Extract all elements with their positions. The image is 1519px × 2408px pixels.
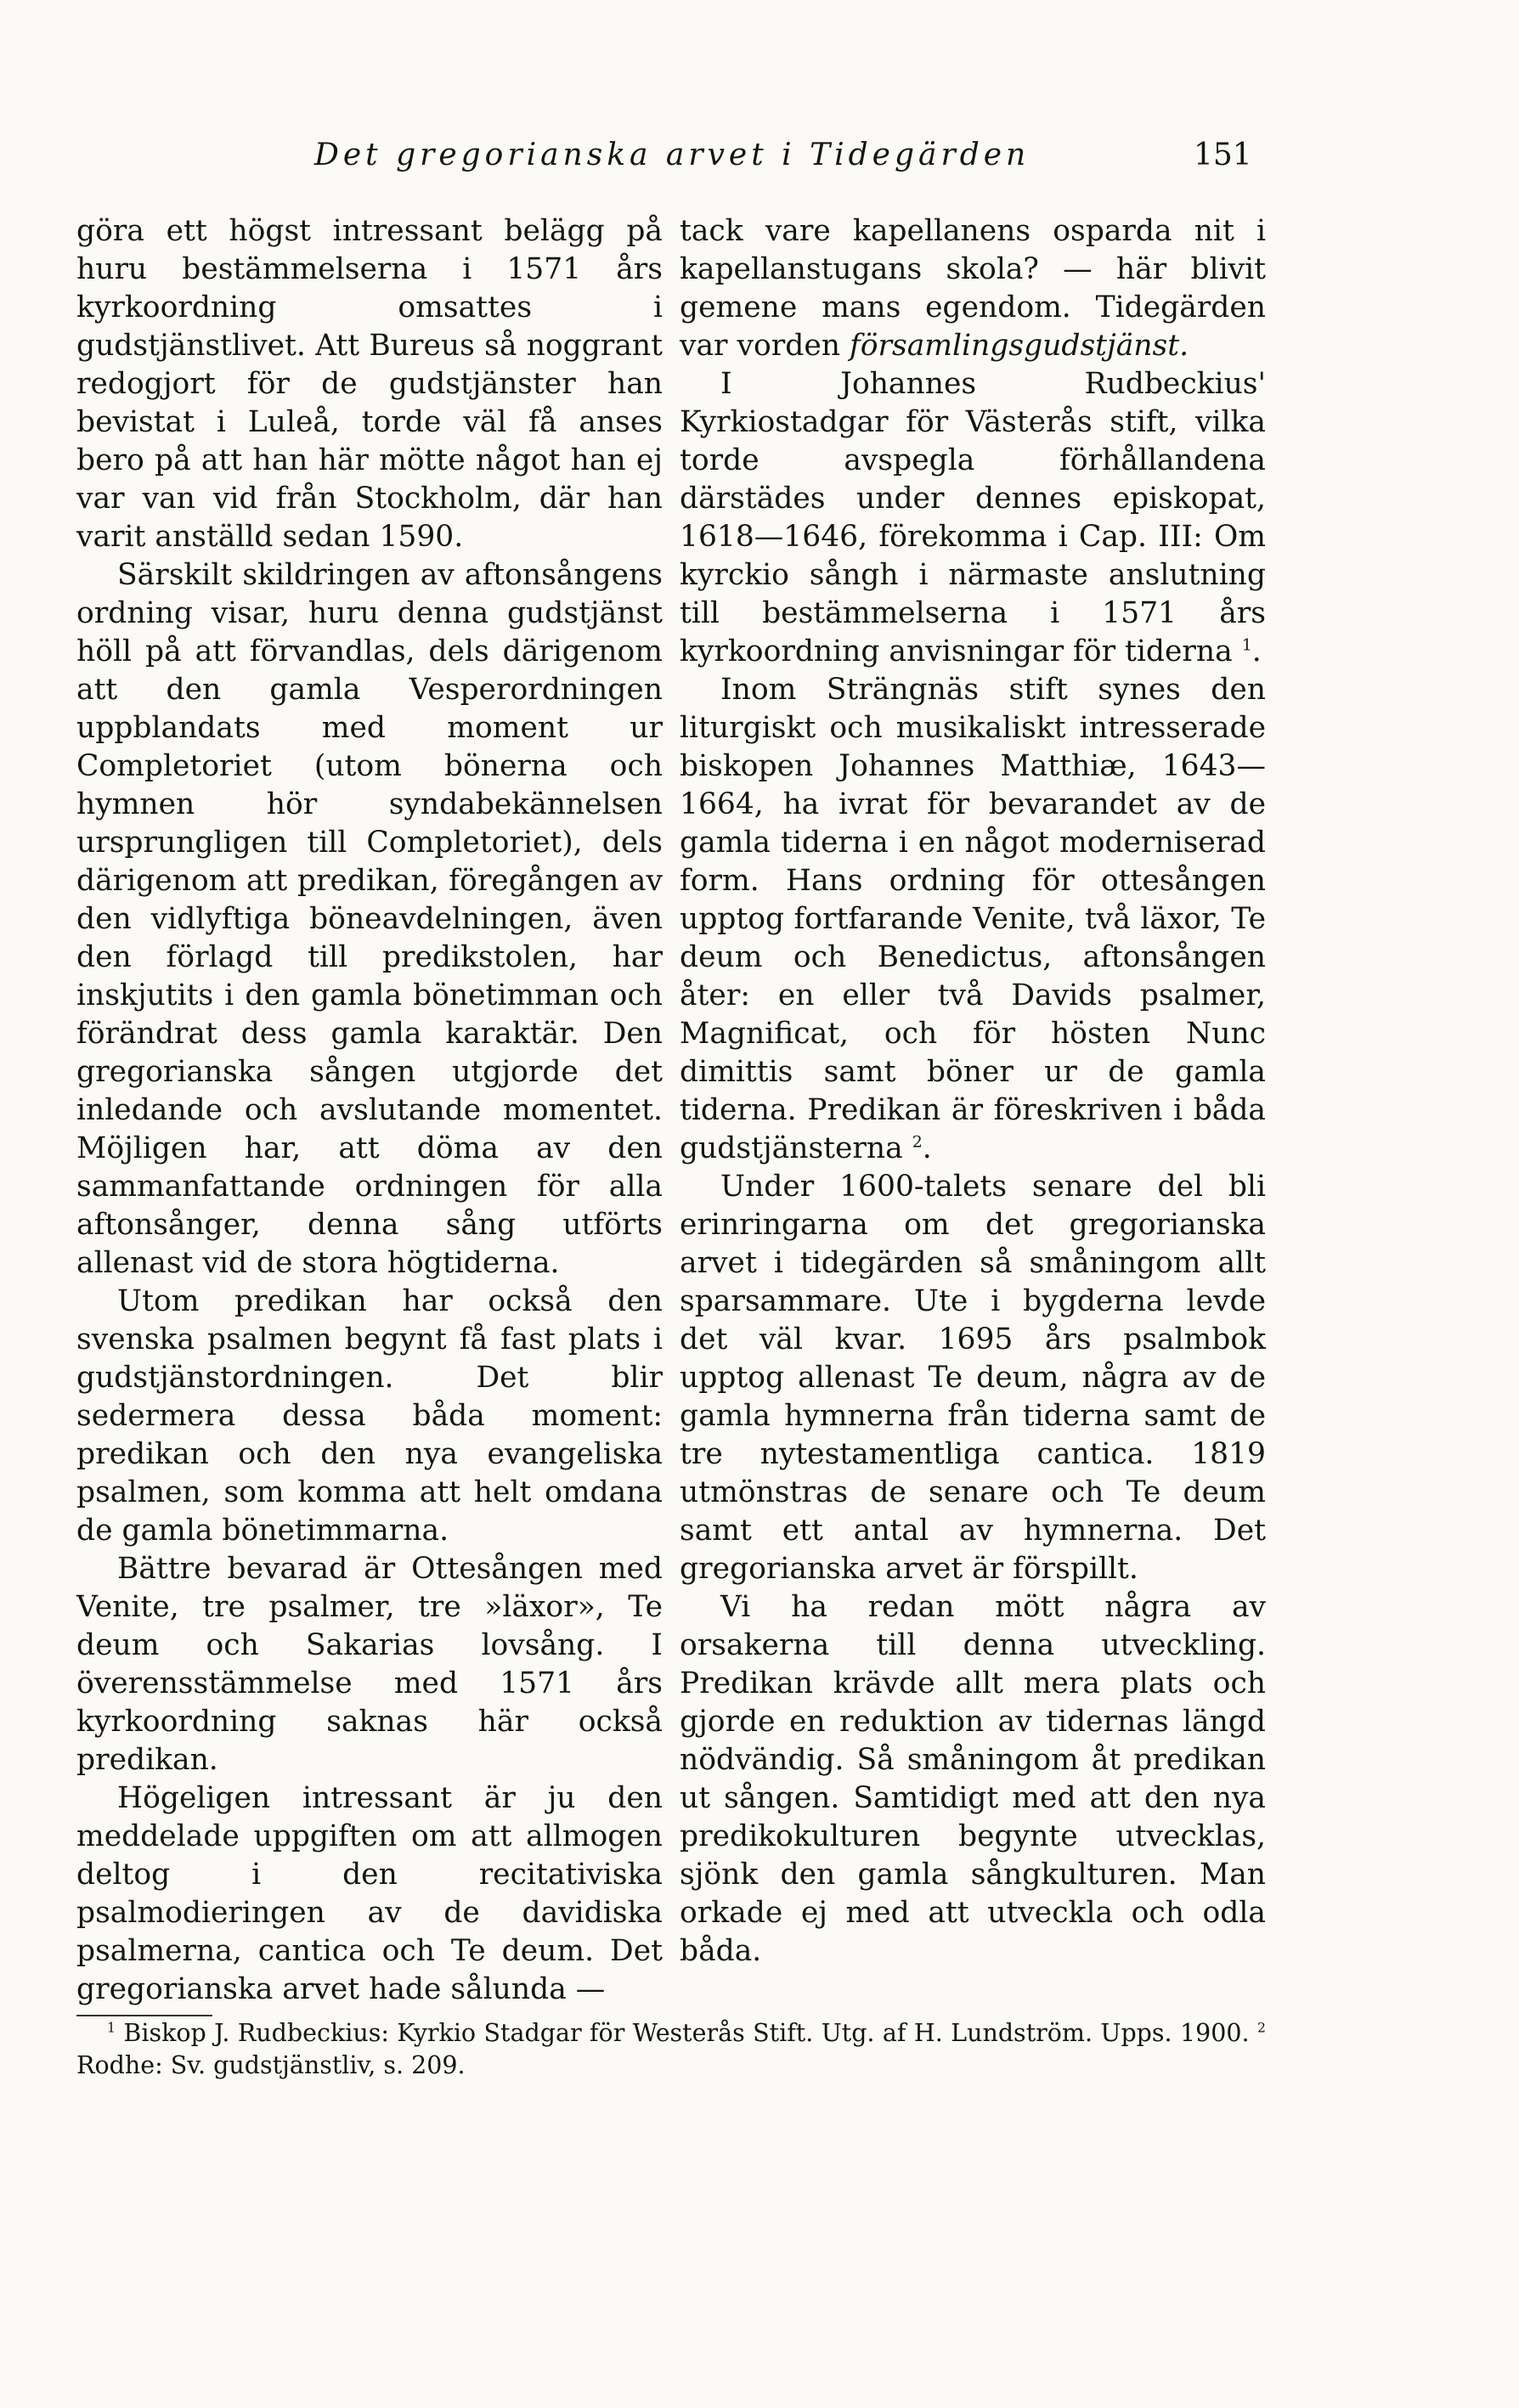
paragraph: Vi ha redan mött några av orsakerna till denna utveckling. Predikan krävde allt mera plats och gjorde en reduktion av tidernas längd nödvändig. Så småningom åt predikan ut sången. Samtidigt med att den nya predikokulturen begynte utvecklas, sjönk den gamla sångkulturen. Man orkade ej med att utveckla och odla båda. xyxy=(680,1590,1266,1968)
footnote-mark: 2 xyxy=(1257,2019,1267,2036)
paragraph: Utom predikan har också den svenska psalmen begynt få fast plats i gudstjänstordningen. Det blir sedermera dessa båda moment: predikan och den nya evangeliska psalmen, som komma att helt omdana de gamla bönetimmarna. xyxy=(76,1284,663,1548)
paragraph: göra ett högst intressant belägg på huru bestämmelserna i 1571 års kyrkoordning omsattes i gudstjänstlivet. Att Bureus så noggrant redogjort för de gudstjänster han bevistat i Luleå, torde väl få anses bero på att han här mötte något han ej var van vid från Stockholm, där han varit anställd sedan 1590. xyxy=(76,214,663,554)
right-column xyxy=(680,212,1266,1971)
page-number: 151 xyxy=(1194,138,1252,172)
emphasis-text: församlingsgudstjänst. xyxy=(849,329,1189,363)
footnotes xyxy=(76,2017,1266,2082)
footnote-text: Rodhe: Sv. gudstjänstliv, s. 209. xyxy=(76,2051,466,2079)
paragraph: Inom Strängnäs stift synes den liturgiskt och musikaliskt intresserade biskopen Johannes Matthiæ, 1643—1664, ha ivrat för bevarandet av de gamla tiderna i en något moderniserad form. Hans ordning för ottesången upptog fortfarande Venite, två läxor, Te deum och Benedictus, aftonsången åter: en eller två Davids psalmer, Magnificat, och för hösten Nunc dimittis samt böner ur de gamla tiderna. Predikan är föreskriven i båda gudstjänsterna $^2$. xyxy=(680,673,1266,1165)
left-column xyxy=(76,212,663,2009)
footnote-ref: 2 xyxy=(912,1132,923,1152)
paragraph: Högeligen intressant är ju den meddelade uppgiften om att allmogen deltog i den recitativiska psalmodieringen av de davidiska psalmerna, cantica och Te deum. Det gregorianska arvet hade sålunda — xyxy=(76,1781,663,2006)
footnote xyxy=(76,2017,1266,2082)
paragraph-text: I Johannes Rudbeckius' Kyrkiostadgar för Västerås stift, vilka torde avspegla förhållandena därstädes under dennes episkopat, 1618—1646, förekomma i Cap. III: Om kyrckio sångh i närmaste anslutning till bestämmelserna i 1571 års kyrkoordning anvisningar för tiderna xyxy=(680,367,1266,668)
footnote-ref: 1 xyxy=(1241,635,1252,655)
paragraph: Bättre bevarad är Ottesången med Venite, tre psalmer, tre »läxor», Te deum och Sakarias lovsång. I överensstämmelse med 1571 års kyrkoordning saknas här också predikan. xyxy=(76,1552,663,1777)
paragraph-text: tack vare kapellanens osparda nit i kapellanstugans skola? — här blivit gemene mans egendom. Tidegärden var vorden xyxy=(680,214,1266,363)
page-header xyxy=(0,138,1519,189)
footnote-text: Biskop J. Rudbeckius: Kyrkio Stadgar för Westerås Stift. Utg. af H. Lundström. Upps. 1900. xyxy=(123,2019,1250,2047)
running-title: Det gregorianska arvet i Tidegärden xyxy=(314,138,1031,172)
paragraph: Under 1600-talets senare del bli erinringarna om det gregorianska arvet i tidegärden så småningom allt sparsammare. Ute i bygderna levde det väl kvar. 1695 års psalmbok upptog allenast Te deum, några av de gamla hymnerna från tiderna samt de tre nytestamentliga cantica. 1819 utmönstras de senare och Te deum samt ett antal av hymnerna. Det gregorianska arvet är förspillt. xyxy=(680,1170,1266,1586)
footnote-mark: 1 xyxy=(107,2019,116,2036)
paragraph-text: Inom Strängnäs stift synes den liturgiskt och musikaliskt intresserade biskopen Johannes Matthiæ, 1643—1664, ha ivrat för bevarandet av de gamla tiderna i en något moderniserad form. Hans ordning för ottesången upptog fortfarande Venite, två läxor, Te deum och Benedictus, aftonsången åter: en eller två Davids psalmer, Magnificat, och för hösten Nunc dimittis samt böner ur de gamla tiderna. Predikan är föreskriven i båda gudstjänsterna xyxy=(680,673,1266,1165)
paragraph: Särskilt skildringen av aftonsångens ordning visar, huru denna gudstjänst höll på att förvandlas, dels därigenom att den gamla Vesperordningen uppblandats med moment ur Completoriet (utom bönerna och hymnen hör syndabekännelsen ursprungligen till Completoriet), dels därigenom att predikan, föregången av den vidlyftiga böneavdelningen, även den förlagd till predikstolen, har inskjutits i den gamla bönetimman och förändrat dess gamla karaktär. Den gregorianska sången utgjorde det inledande och avslutande momentet. Möjligen har, att döma av den sammanfattande ordningen för alla aftonsånger, denna sång utförts allenast vid de stora högtiderna. xyxy=(76,558,663,1280)
footnote-divider xyxy=(76,2015,212,2016)
paragraph: I Johannes Rudbeckius' Kyrkiostadgar för Västerås stift, vilka torde avspegla förhållandena därstädes under dennes episkopat, 1618—1646, förekomma i Cap. III: Om kyrckio sångh i närmaste anslutning till bestämmelserna i 1571 års kyrkoordning anvisningar för tiderna $^1$. xyxy=(680,367,1266,668)
paragraph xyxy=(680,212,1266,365)
